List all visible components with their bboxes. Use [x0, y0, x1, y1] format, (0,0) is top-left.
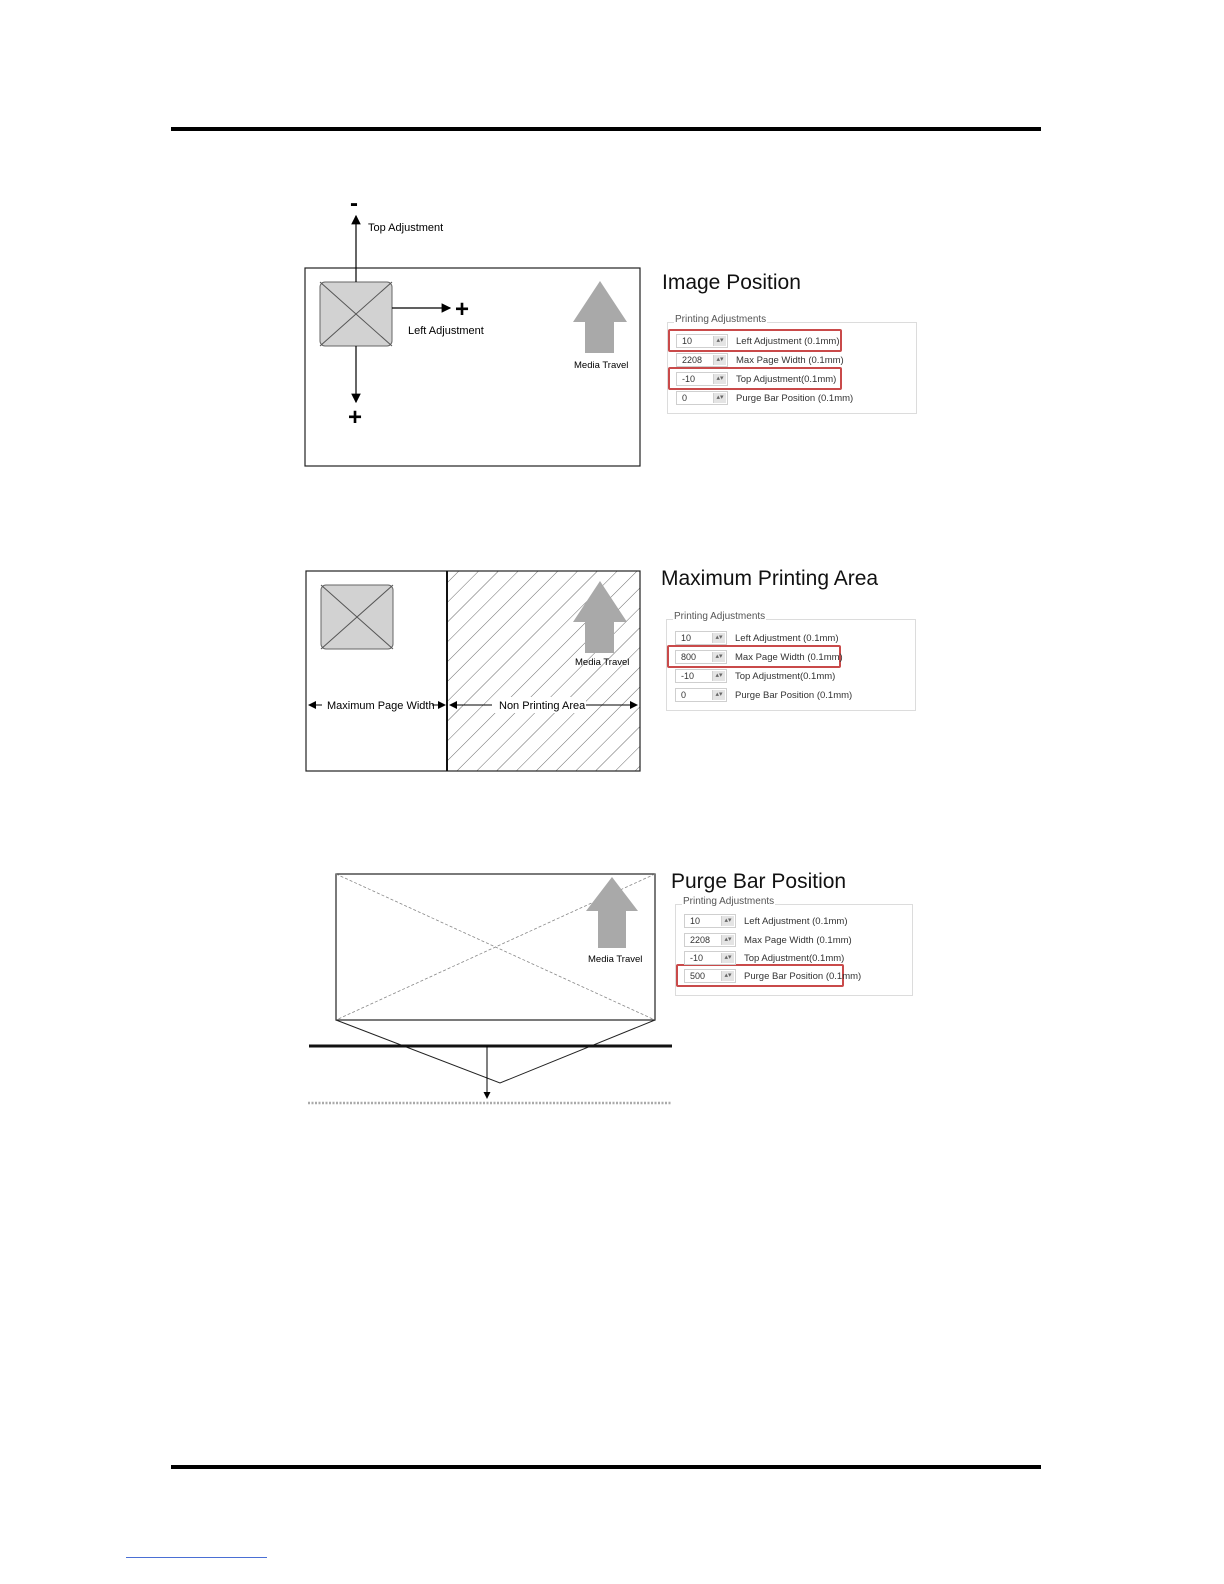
left-adjustment-label: Left Adjustment (0.1mm)	[736, 335, 840, 347]
top-adjustment-label: Top Adjustment	[368, 222, 444, 234]
spinner-arrows-icon[interactable]: ▴▾	[721, 935, 734, 945]
max-page-width-label: Max Page Width (0.1mm)	[736, 354, 844, 366]
purge-projection-lines	[336, 1020, 655, 1083]
image-placeholder-icon	[320, 282, 392, 346]
max-page-width-row	[675, 649, 843, 665]
max-page-width-spinner[interactable]: 2208 ▴▾	[684, 933, 736, 947]
printing-adjustments-panel	[666, 611, 916, 711]
spinner-arrows-icon[interactable]: ▴▾	[712, 671, 725, 681]
top-adjustment-row	[676, 371, 836, 387]
left-adjustment-label: Left Adjustment	[408, 325, 484, 337]
left-adjustment-spinner[interactable]: 10 ▴▾	[676, 334, 728, 348]
purge-bar-position-spinner[interactable]: 0 ▴▾	[675, 688, 727, 702]
top-adjustment-label: Top Adjustment(0.1mm)	[744, 952, 845, 964]
image-position-diagram	[300, 190, 645, 472]
spinner-arrows-icon[interactable]: ▴▾	[713, 374, 726, 384]
top-adjustment-label: Top Adjustment(0.1mm)	[736, 373, 837, 385]
minus-sign: -	[350, 190, 358, 217]
purge-bar-position-label: Purge Bar Position (0.1mm)	[736, 392, 854, 404]
plus-sign-bottom: +	[348, 404, 363, 431]
printing-adjustments-panel	[667, 314, 917, 414]
purge-bar-position-spinner[interactable]: 500 ▴▾	[684, 969, 736, 983]
purge-bar-diagram	[300, 868, 680, 1110]
media-travel-label: Media Travel	[574, 360, 629, 371]
top-adjustment-row	[675, 668, 835, 684]
image-position-title: Image Position	[662, 271, 801, 294]
spinner-arrows-icon[interactable]: ▴▾	[713, 336, 726, 346]
purge-bar-position-row	[684, 968, 861, 984]
max-page-width-label: Maximum Page Width	[327, 700, 435, 712]
spinner-arrows-icon[interactable]: ▴▾	[713, 355, 726, 365]
top-adjustment-row	[684, 950, 844, 966]
spinner-arrows-icon[interactable]: ▴▾	[712, 633, 725, 643]
top-adjustment-spinner[interactable]: -10 ▴▾	[675, 669, 727, 683]
left-adjustment-label: Left Adjustment (0.1mm)	[735, 632, 839, 644]
max-printing-area-title: Maximum Printing Area	[661, 567, 879, 590]
header-rule	[171, 127, 1041, 131]
media-travel-label: Media Travel	[575, 657, 630, 668]
purge-bar-position-row	[676, 390, 853, 406]
max-page-width-label: Max Page Width (0.1mm)	[744, 934, 852, 946]
purge-bar-position-spinner[interactable]: 0 ▴▾	[676, 391, 728, 405]
spinner-arrows-icon[interactable]: ▴▾	[712, 652, 725, 662]
left-adjustment-label: Left Adjustment (0.1mm)	[744, 915, 848, 927]
top-adjustment-spinner[interactable]: -10 ▴▾	[684, 951, 736, 965]
spinner-arrows-icon[interactable]: ▴▾	[713, 393, 726, 403]
left-adjustment-spinner[interactable]: 10 ▴▾	[675, 631, 727, 645]
printing-adjustments-panel	[675, 896, 913, 996]
max-page-width-row	[676, 352, 844, 368]
left-adjustment-row	[675, 630, 838, 646]
purge-bar-position-title: Purge Bar Position	[671, 870, 847, 893]
max-page-width-label: Max Page Width (0.1mm)	[735, 651, 843, 663]
max-page-width-spinner[interactable]: 800 ▴▾	[675, 650, 727, 664]
max-page-width-row	[684, 932, 852, 948]
left-adjustment-row	[676, 333, 839, 349]
footer-link-underline	[126, 1557, 267, 1558]
top-adjustment-label: Top Adjustment(0.1mm)	[735, 670, 836, 682]
max-printing-area-diagram	[300, 565, 645, 777]
panel-caption: Printing Adjustments	[683, 896, 775, 907]
purge-bar-position-label: Purge Bar Position (0.1mm)	[744, 970, 862, 982]
panel-caption: Printing Adjustments	[674, 611, 766, 622]
panel-caption: Printing Adjustments	[675, 314, 767, 325]
plus-sign-right: +	[455, 296, 470, 323]
purge-bar-position-label: Purge Bar Position (0.1mm)	[735, 689, 853, 701]
spinner-arrows-icon[interactable]: ▴▾	[721, 953, 734, 963]
left-adjustment-row	[684, 913, 847, 929]
image-placeholder-icon	[321, 585, 393, 649]
top-adjustment-spinner[interactable]: -10 ▴▾	[676, 372, 728, 386]
non-printing-area-label: Non Printing Area	[499, 700, 586, 712]
purge-bar-position-row	[675, 687, 852, 703]
max-page-width-spinner[interactable]: 2208 ▴▾	[676, 353, 728, 367]
footer-rule	[171, 1465, 1041, 1469]
spinner-arrows-icon[interactable]: ▴▾	[712, 690, 725, 700]
spinner-arrows-icon[interactable]: ▴▾	[721, 916, 734, 926]
media-travel-label: Media Travel	[588, 954, 643, 965]
left-adjustment-spinner[interactable]: 10 ▴▾	[684, 914, 736, 928]
spinner-arrows-icon[interactable]: ▴▾	[721, 971, 734, 981]
